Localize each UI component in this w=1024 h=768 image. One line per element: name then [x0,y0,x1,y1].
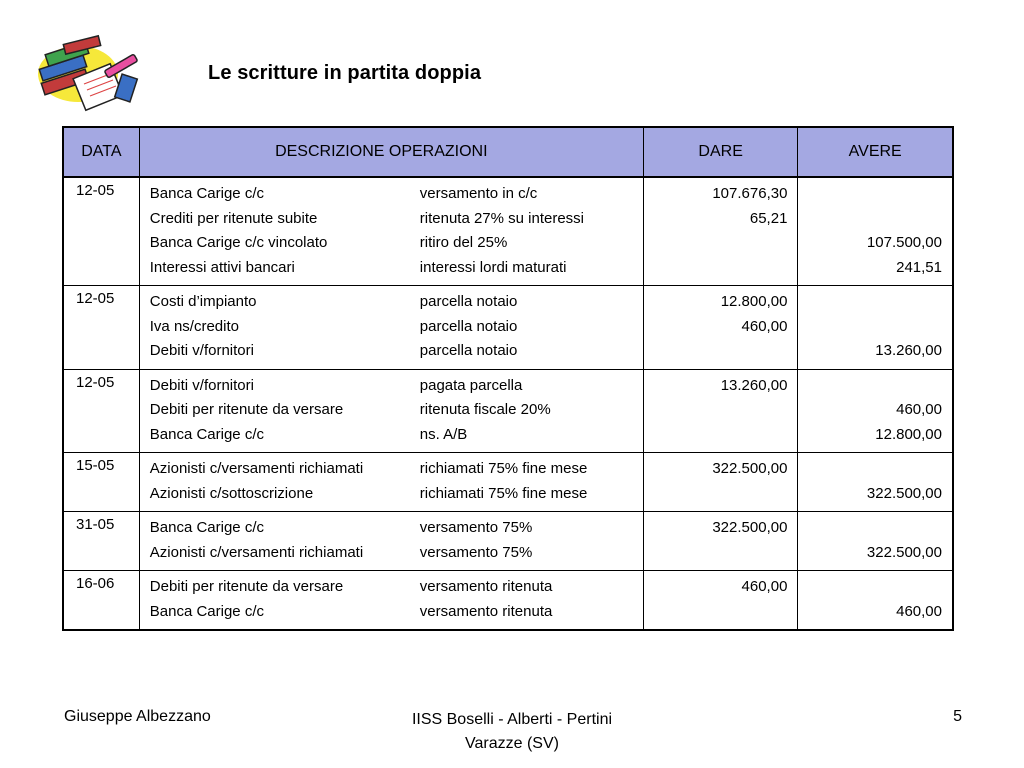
table-row [63,453,953,512]
operation-note: versamento in c/c [419,185,538,202]
operation-note: versamento 75% [419,543,533,561]
debit-amount [654,339,788,364]
operation-note: pagata parcella [419,376,523,394]
operation-note: versamento ritenuta [419,602,553,620]
credit-amount: 322.500,00 [866,484,942,502]
description-line [150,339,633,364]
description-line [150,207,633,232]
account-name: Debiti v/fornitori [149,376,254,394]
table-row [63,286,953,370]
description-line [150,516,633,541]
debit-amount: 322.500,00 [712,460,788,477]
table-header-row [63,127,953,177]
entry-credit [798,369,953,453]
description-line [150,482,633,507]
credit-amount [808,575,942,600]
table-row [63,177,953,286]
entry-credit [798,571,953,631]
books-and-pencil-icon [30,32,150,112]
operation-note: versamento 75% [419,519,533,536]
footer-author: Giuseppe Albezzano [64,708,211,725]
debit-amount [654,398,788,423]
entry-date: 12-05 [63,177,139,286]
description-line [150,423,633,448]
table-row [63,571,953,631]
entry-debit [643,512,798,571]
col-header-debit: DARE [643,127,798,177]
operation-note: ns. A/B [419,425,468,443]
credit-amount [808,207,942,232]
account-name: Banca Carige c/c [149,519,264,536]
operation-note: parcella notaio [419,317,518,335]
description-line [150,600,633,625]
journal-table [62,126,954,631]
entry-debit [643,571,798,631]
description-line [150,315,633,340]
debit-amount [654,231,788,256]
operation-note: ritiro del 25% [419,234,508,251]
operation-note: ritenuta 27% su interessi [419,209,585,227]
credit-amount [808,516,942,541]
debit-amount: 460,00 [741,317,788,335]
debit-amount: 460,00 [741,578,788,595]
entry-description [139,286,643,370]
credit-amount [808,457,942,482]
credit-amount: 12.800,00 [875,425,942,443]
entry-credit [798,286,953,370]
operation-note: ritenuta fiscale 20% [419,401,551,418]
debit-amount [654,256,788,281]
entry-debit [643,453,798,512]
journal-entries [63,177,953,630]
account-name: Crediti per ritenute subite [149,209,318,227]
description-line [150,231,633,256]
operation-note: parcella notaio [419,342,518,359]
debit-amount [654,600,788,625]
table-row [63,512,953,571]
operation-note: parcella notaio [419,293,518,310]
entry-credit [798,453,953,512]
description-line [150,457,633,482]
credit-amount: 460,00 [896,602,942,620]
debit-amount: 322.500,00 [712,519,788,536]
credit-amount: 460,00 [896,401,942,418]
footer-school [332,708,692,756]
account-name: Debiti per ritenute da versare [149,578,344,595]
entry-credit [798,512,953,571]
debit-amount: 107.676,30 [712,185,788,202]
footer-school-location: Varazze (SV) [465,735,559,752]
account-name: Banca Carige c/c [149,602,264,620]
credit-amount: 107.500,00 [866,234,942,251]
page-title: Le scritture in partita doppia [208,62,482,84]
entry-description [139,512,643,571]
description-line [150,256,633,281]
description-line [150,182,633,207]
operation-note: richiamati 75% fine mese [419,484,588,502]
debit-amount [654,541,788,566]
col-header-credit: AVERE [798,127,953,177]
credit-amount: 322.500,00 [866,543,942,561]
col-header-description: DESCRIZIONE OPERAZIONI [139,127,643,177]
description-line [150,290,633,315]
entry-date: 16-06 [63,571,139,631]
entry-date: 15-05 [63,453,139,512]
entry-description [139,369,643,453]
operation-note: interessi lordi maturati [419,258,567,276]
description-line [150,575,633,600]
description-line [150,398,633,423]
entry-description [139,571,643,631]
account-name: Debiti per ritenute da versare [149,401,344,418]
table-row [63,369,953,453]
footer-school-name: IISS Boselli - Alberti - Pertini [411,711,613,728]
credit-amount [808,315,942,340]
credit-amount [808,182,942,207]
entry-debit [643,177,798,286]
credit-amount [808,290,942,315]
entry-description [139,453,643,512]
entry-credit [798,177,953,286]
account-name: Banca Carige c/c vincolato [149,234,328,251]
account-name: Iva ns/credito [149,317,239,335]
account-name: Banca Carige c/c [149,185,264,202]
account-name: Banca Carige c/c [149,425,264,443]
credit-amount: 241,51 [896,258,942,276]
account-name: Interessi attivi bancari [149,258,295,276]
account-name: Azionisti c/versamenti richiamati [149,543,364,561]
credit-amount [808,374,942,399]
account-name: Debiti v/fornitori [149,342,254,359]
operation-note: versamento ritenuta [419,578,553,595]
entry-debit [643,369,798,453]
operation-note: richiamati 75% fine mese [419,460,588,477]
col-header-date: DATA [63,127,139,177]
entry-debit [643,286,798,370]
account-name: Azionisti c/versamenti richiamati [149,460,364,477]
debit-amount [654,423,788,448]
credit-amount: 13.260,00 [875,342,942,359]
debit-amount: 65,21 [749,209,788,227]
entry-date: 31-05 [63,512,139,571]
page-number: 5 [953,708,962,725]
description-line [150,374,633,399]
entry-date: 12-05 [63,286,139,370]
entry-date: 12-05 [63,369,139,453]
debit-amount: 12.800,00 [720,293,788,310]
account-name: Costi d’impianto [149,293,257,310]
debit-amount: 13.260,00 [720,376,788,394]
account-name: Azionisti c/sottoscrizione [149,484,314,502]
entry-description [139,177,643,286]
debit-amount [654,482,788,507]
description-line [150,541,633,566]
